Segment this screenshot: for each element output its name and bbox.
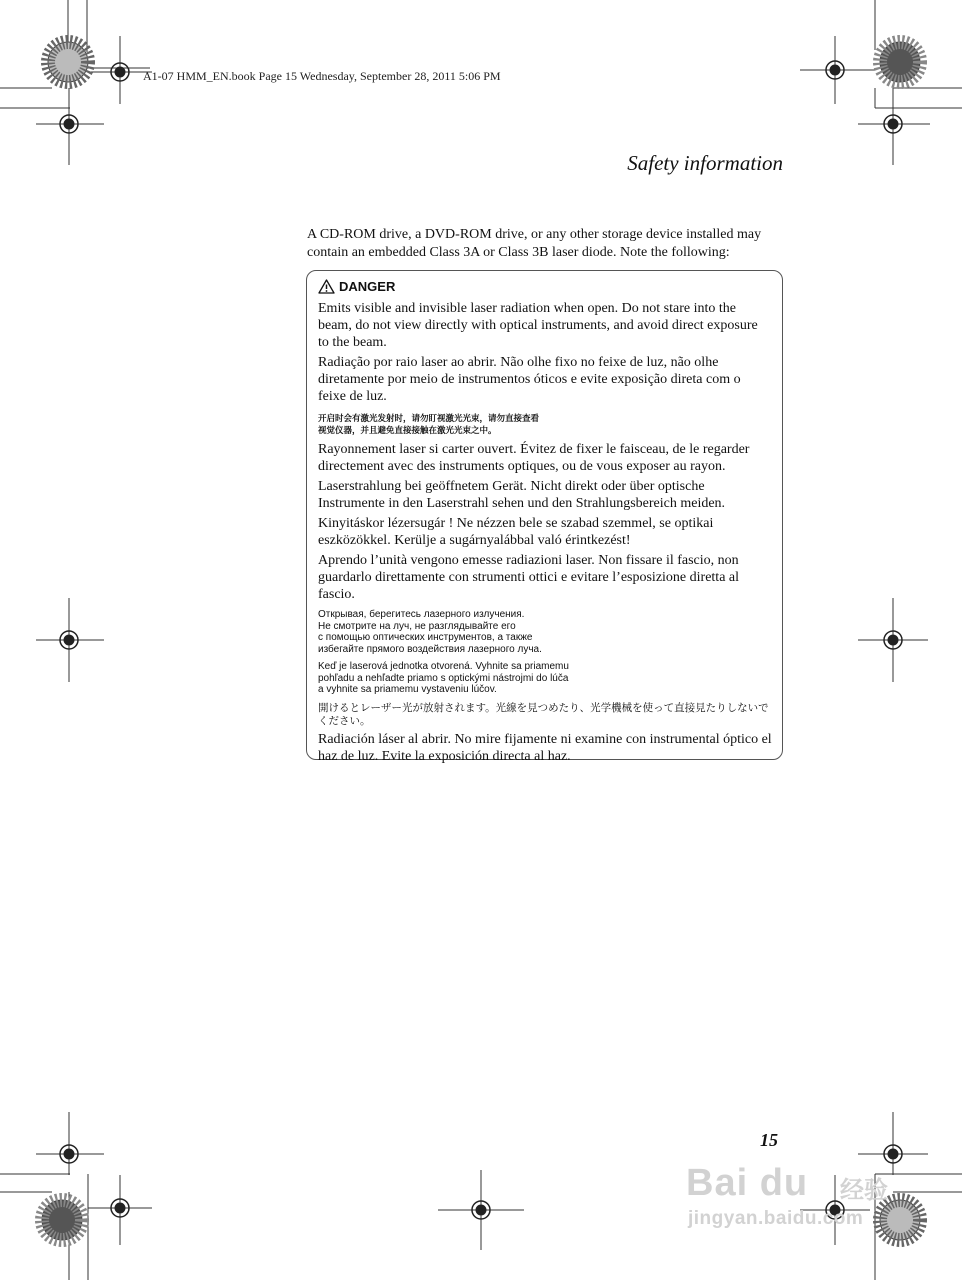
watermark-url: jingyan.baidu.com [688,1208,864,1229]
danger-text-ja: 開けるとレーザー光が放射されます。光線を見つめたり、光学機械を使って直接見たりしないでください。 [318,701,769,727]
danger-text-zh: 开启时会有激光发射时，请勿盯视激光光束，请勿直接查看 视觉仪器，并且避免直接接触在激光光束之中。 [318,414,540,436]
danger-notice-box [306,270,783,764]
danger-text-pt: Radiação por raio laser ao abrir. Não olhe fixo no feixe de luz, não olhe diretamente por meio de instrumentos óticos e evite exposição direta com o feixe de luz. [318,355,741,404]
danger-text-it: Aprendo l’unità vengono emesse radiazioni laser. Non fissare il fascio, non guardarlo direttamente con strumenti ottici e evitare l’esposizione diretta al fascio. [318,553,740,602]
watermark-logo: Bai du [686,1162,809,1204]
danger-text-en: Emits visible and invisible laser radiation when open. Do not stare into the beam, do not view directly with optical instruments, and avoid direct exposure to the beam. [318,301,758,350]
danger-text-hu: Kinyitáskor lézersugár ! Ne nézzen bele se szabad szemmel, se optikai eszközökkel. Kerülje a sugárnyalábbal való érintkezést! [318,516,714,548]
danger-text-es: Radiación láser al abrir. No mire fijamente ni examine con instrumental óptico el haz de luz. Evite la exposición directa al haz. [318,731,772,764]
danger-text-ru: Открывая, берегитесь лазерного излучения. Не смотрите на луч, не разглядывайте его с помощью оптических инструментов, а также избегайте прямого воздействия лазерного луча. [318,609,542,655]
warning-triangle-icon [318,279,335,294]
baidu-watermark [686,1162,906,1242]
danger-heading [318,279,772,294]
danger-text-de: Laserstrahlung bei geöffnetem Gerät. Nicht direkt oder über optische Instrumente in den Laserstrahl sehen und den Strahlungsbereich meiden. [318,479,726,511]
section-title: Safety information [627,151,783,175]
page-number: 15 [760,1130,778,1150]
danger-text-fr: Rayonnement laser si carter ouvert. Évitez de fixer le faisceau, de le regarder directement avec des instruments optiques, ou de vous exposer au rayon. [318,442,750,474]
danger-text-sk: Keď je laserová jednotka otvorená. Vyhnite sa priamemu pohľadu a nehľadte priamo s optickými nástrojmi do lúča a vyhnite sa priamemu vystaveniu lúčov. [318,661,569,695]
intro-paragraph: A CD-ROM drive, a DVD-ROM drive, or any other storage device installed may contain an embedded Class 3A or Class 3B laser diode. Note the following: [307,227,762,260]
book-header-line: A1-07 HMM_EN.book Page 15 Wednesday, September 28, 2011 5:06 PM [143,69,501,83]
danger-label: DANGER [339,279,396,294]
watermark-jingyan: 经验 [840,1177,888,1204]
